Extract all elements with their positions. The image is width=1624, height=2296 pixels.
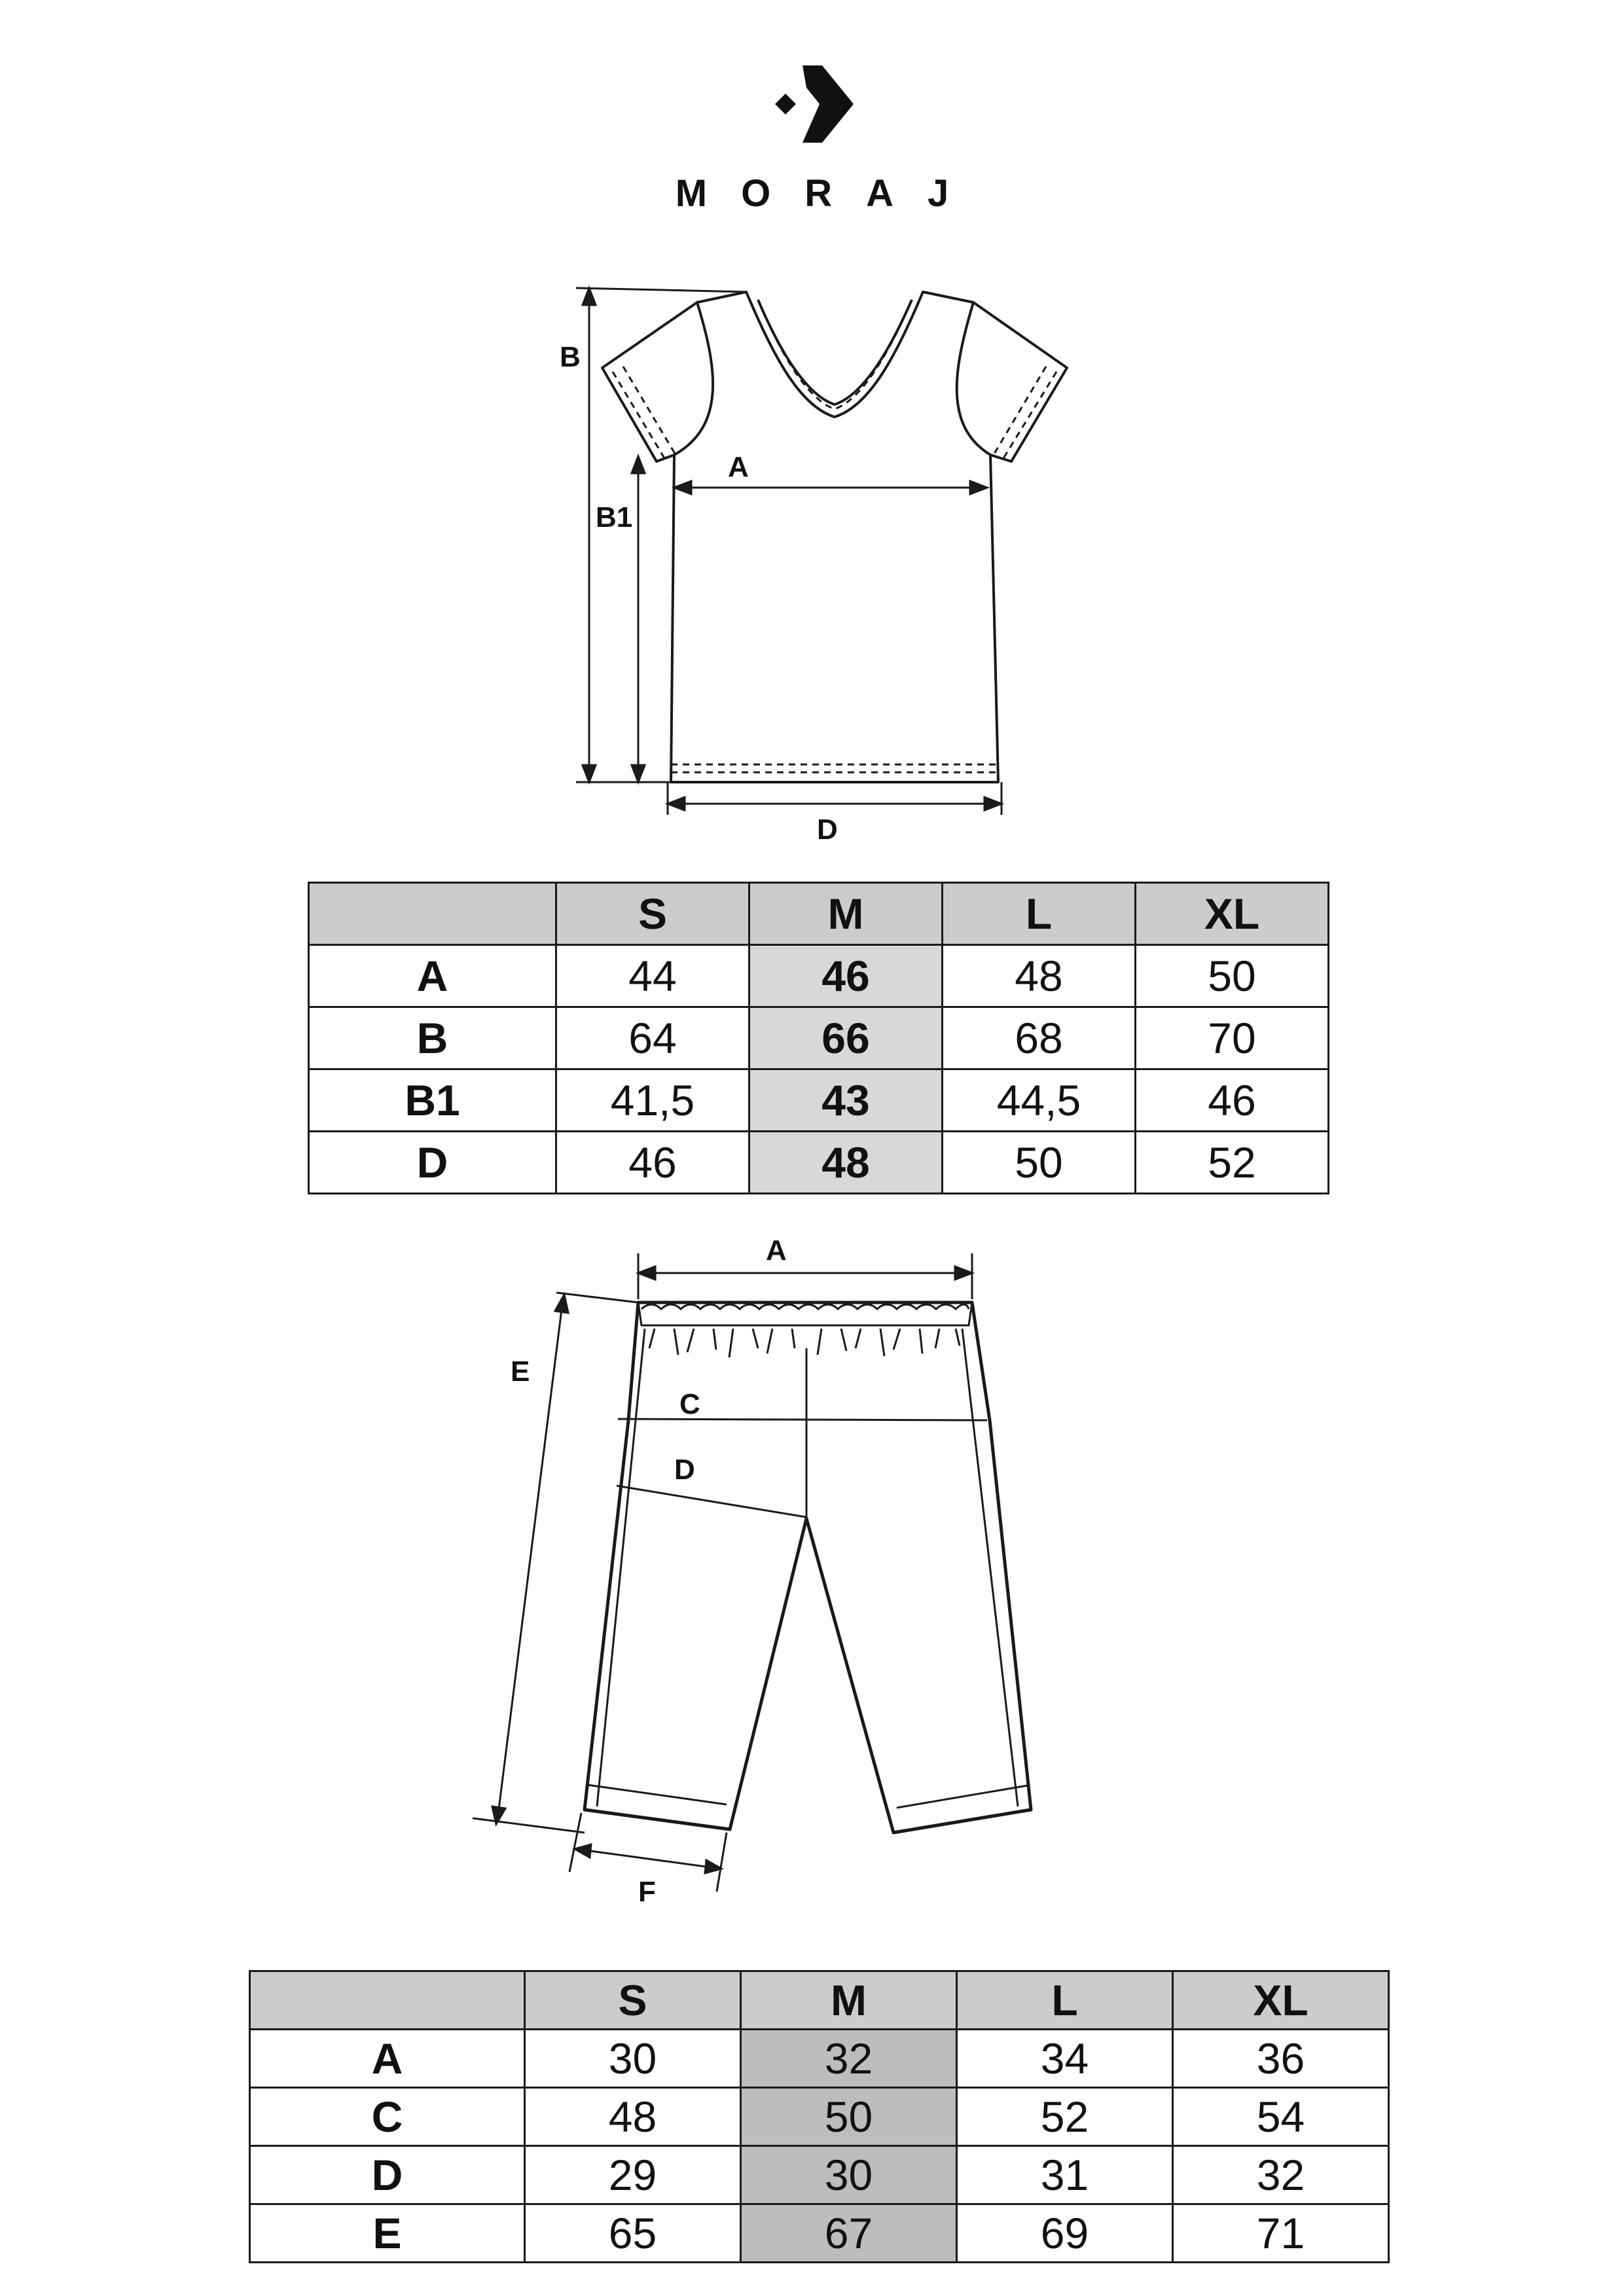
row-label: B: [309, 1007, 556, 1069]
table-cell-highlighted: 30: [741, 2146, 957, 2204]
pants-label-f: F: [638, 1876, 656, 1908]
size-header-m: M: [741, 1971, 957, 2030]
table-cell: 50: [943, 1132, 1136, 1194]
table-row: [309, 1069, 1329, 1132]
tshirt-diagram: [0, 262, 1624, 864]
shirt-label-b1: B1: [596, 501, 633, 533]
table-corner-cell: [309, 883, 556, 945]
table-row: [309, 1007, 1329, 1069]
size-header-l: L: [943, 883, 1136, 945]
size-header-s: S: [556, 883, 749, 945]
table-header-row: [309, 883, 1329, 945]
table-cell: 29: [525, 2146, 741, 2204]
row-label: B1: [309, 1069, 556, 1132]
shirt-label-a: A: [728, 451, 749, 483]
pants-label-d: D: [674, 1454, 695, 1486]
table-header-row: [250, 1971, 1389, 2030]
table-cell: 44,5: [943, 1069, 1136, 1132]
table-cell: 70: [1136, 1007, 1329, 1069]
table-cell-highlighted: 67: [741, 2204, 957, 2263]
table-cell: 48: [943, 945, 1136, 1007]
table-cell: 36: [1173, 2030, 1389, 2088]
shirt-label-b: B: [560, 341, 581, 373]
table-row: [250, 2204, 1389, 2263]
table-row: [250, 2088, 1389, 2146]
table-row: [309, 1132, 1329, 1194]
table-row: [250, 2146, 1389, 2204]
table-cell: 54: [1173, 2088, 1389, 2146]
pants-label-c: C: [679, 1388, 700, 1420]
table-corner-cell: [250, 1971, 525, 2030]
table-cell-highlighted: 32: [741, 2030, 957, 2088]
pants-diagram: [0, 1217, 1624, 1924]
shirt-size-table: [308, 882, 1329, 1194]
brand-name: MORAJ: [675, 172, 983, 215]
table-cell: 44: [556, 945, 749, 1007]
table-cell-highlighted: 66: [749, 1007, 943, 1069]
table-cell: 30: [525, 2030, 741, 2088]
table-cell: 65: [525, 2204, 741, 2263]
table-cell: 32: [1173, 2146, 1389, 2204]
table-cell: 31: [957, 2146, 1173, 2204]
logo-mark-icon: [770, 65, 855, 143]
shirt-label-d: D: [817, 814, 838, 846]
row-label: A: [309, 945, 556, 1007]
size-header-m: M: [749, 883, 943, 945]
table-cell-highlighted: 48: [749, 1132, 943, 1194]
table-row: [309, 945, 1329, 1007]
table-cell-highlighted: 43: [749, 1069, 943, 1132]
table-cell: 52: [957, 2088, 1173, 2146]
table-cell: 48: [525, 2088, 741, 2146]
size-header-xl: XL: [1173, 1971, 1389, 2030]
row-label: C: [250, 2088, 525, 2146]
size-header-s: S: [525, 1971, 741, 2030]
table-row: [250, 2030, 1389, 2088]
pants-label-e: E: [511, 1355, 530, 1388]
table-cell: 41,5: [556, 1069, 749, 1132]
pants-label-a: A: [766, 1234, 787, 1266]
table-cell: 46: [556, 1132, 749, 1194]
table-cell-highlighted: 50: [741, 2088, 957, 2146]
brand-logo: [0, 65, 1624, 143]
table-cell: 52: [1136, 1132, 1329, 1194]
table-cell: 71: [1173, 2204, 1389, 2263]
row-label: A: [250, 2030, 525, 2088]
table-cell-highlighted: 46: [749, 945, 943, 1007]
row-label: D: [250, 2146, 525, 2204]
row-label: E: [250, 2204, 525, 2263]
table-cell: 50: [1136, 945, 1329, 1007]
size-header-l: L: [957, 1971, 1173, 2030]
size-header-xl: XL: [1136, 883, 1329, 945]
table-cell: 68: [943, 1007, 1136, 1069]
table-cell: 46: [1136, 1069, 1329, 1132]
table-cell: 64: [556, 1007, 749, 1069]
table-cell: 34: [957, 2030, 1173, 2088]
pants-size-table: [249, 1970, 1390, 2263]
row-label: D: [309, 1132, 556, 1194]
table-cell: 69: [957, 2204, 1173, 2263]
